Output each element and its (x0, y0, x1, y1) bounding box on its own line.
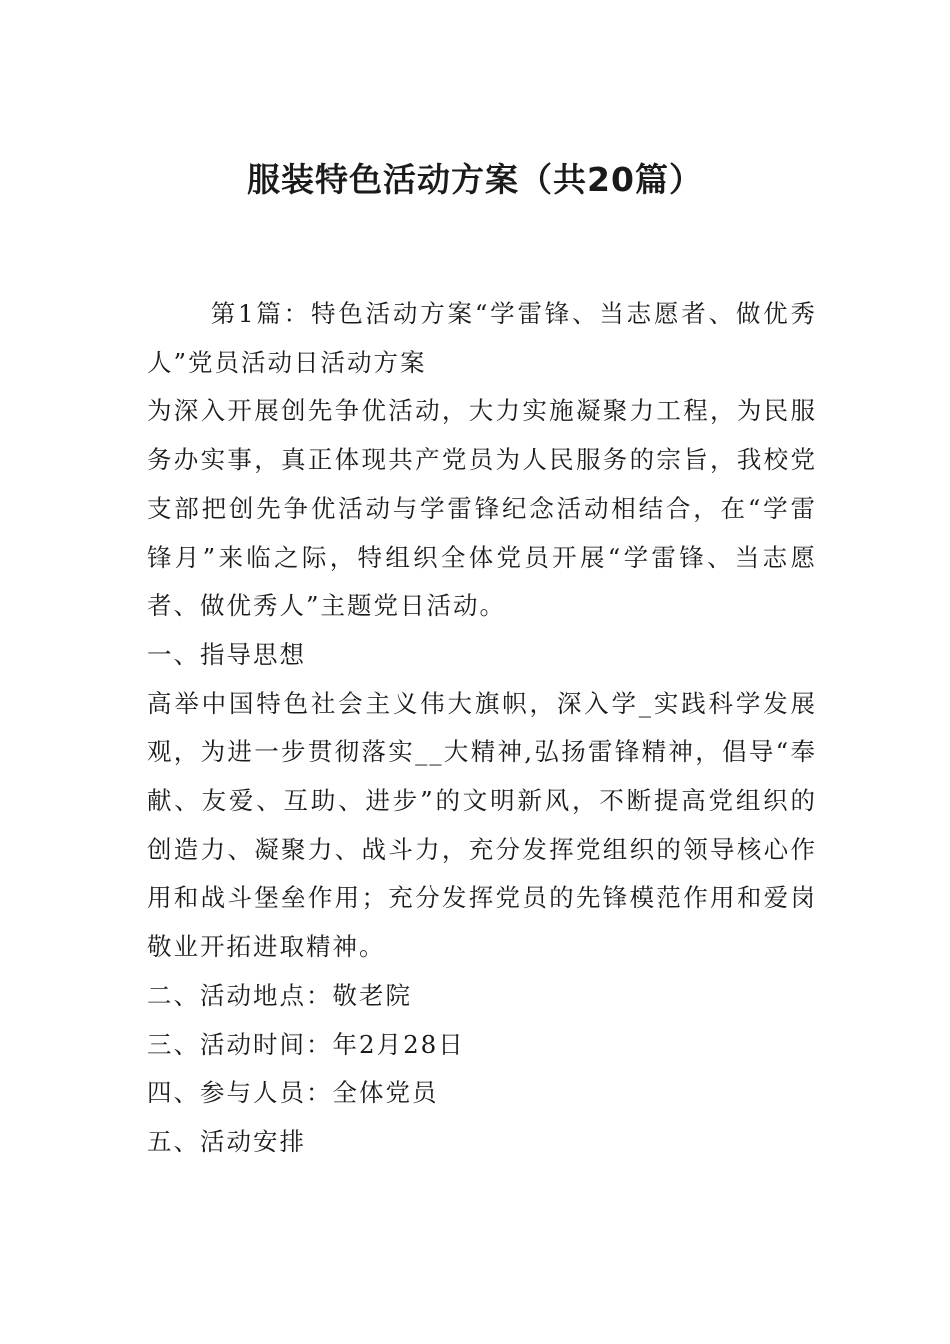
document-body (147, 290, 817, 1167)
activity-location: 二、活动地点：敬老院 (147, 980, 412, 1010)
section-heading-guiding-ideology: 一、指导思想 (147, 639, 306, 669)
participants: 四、参与人员：全体党员 (147, 1078, 439, 1108)
guiding-ideology-paragraph: 高举中国特色社会主义伟大旗帜，深入学_实践科学发展观，为进一步贯彻落实__大精神,弘扬雷锋精神，倡导“奉献、友爱、互助、进步”的文明新风，不断提高党组织的创造力、凝聚力、战斗力，充分发挥党组织的领导核心作用和战斗堡垒作用；充分发挥党员的先锋模范作用和爱岗敬业开拓进取精神。 (147, 688, 817, 962)
section-heading-chapter-1: 第1篇：特色活动方案“学雷锋、当志愿者、做优秀人”党员活动日活动方案 (147, 299, 817, 377)
document-title: 服装特色活动方案（共20篇） (247, 160, 703, 199)
activity-time: 三、活动时间：年2月28日 (147, 1029, 465, 1059)
section-heading-activity-arrangement: 五、活动安排 (147, 1126, 306, 1156)
intro-paragraph: 为深入开展创先争优活动，大力实施凝聚力工程，为民服务办实事，真正体现共产党员为人民服务的宗旨，我校党支部把创先争优活动与学雷锋纪念活动相结合，在“学雷锋月”来临之际，特组织全体党员开展“学雷锋、当志愿者、做优秀人”主题党日活动。 (147, 396, 817, 621)
